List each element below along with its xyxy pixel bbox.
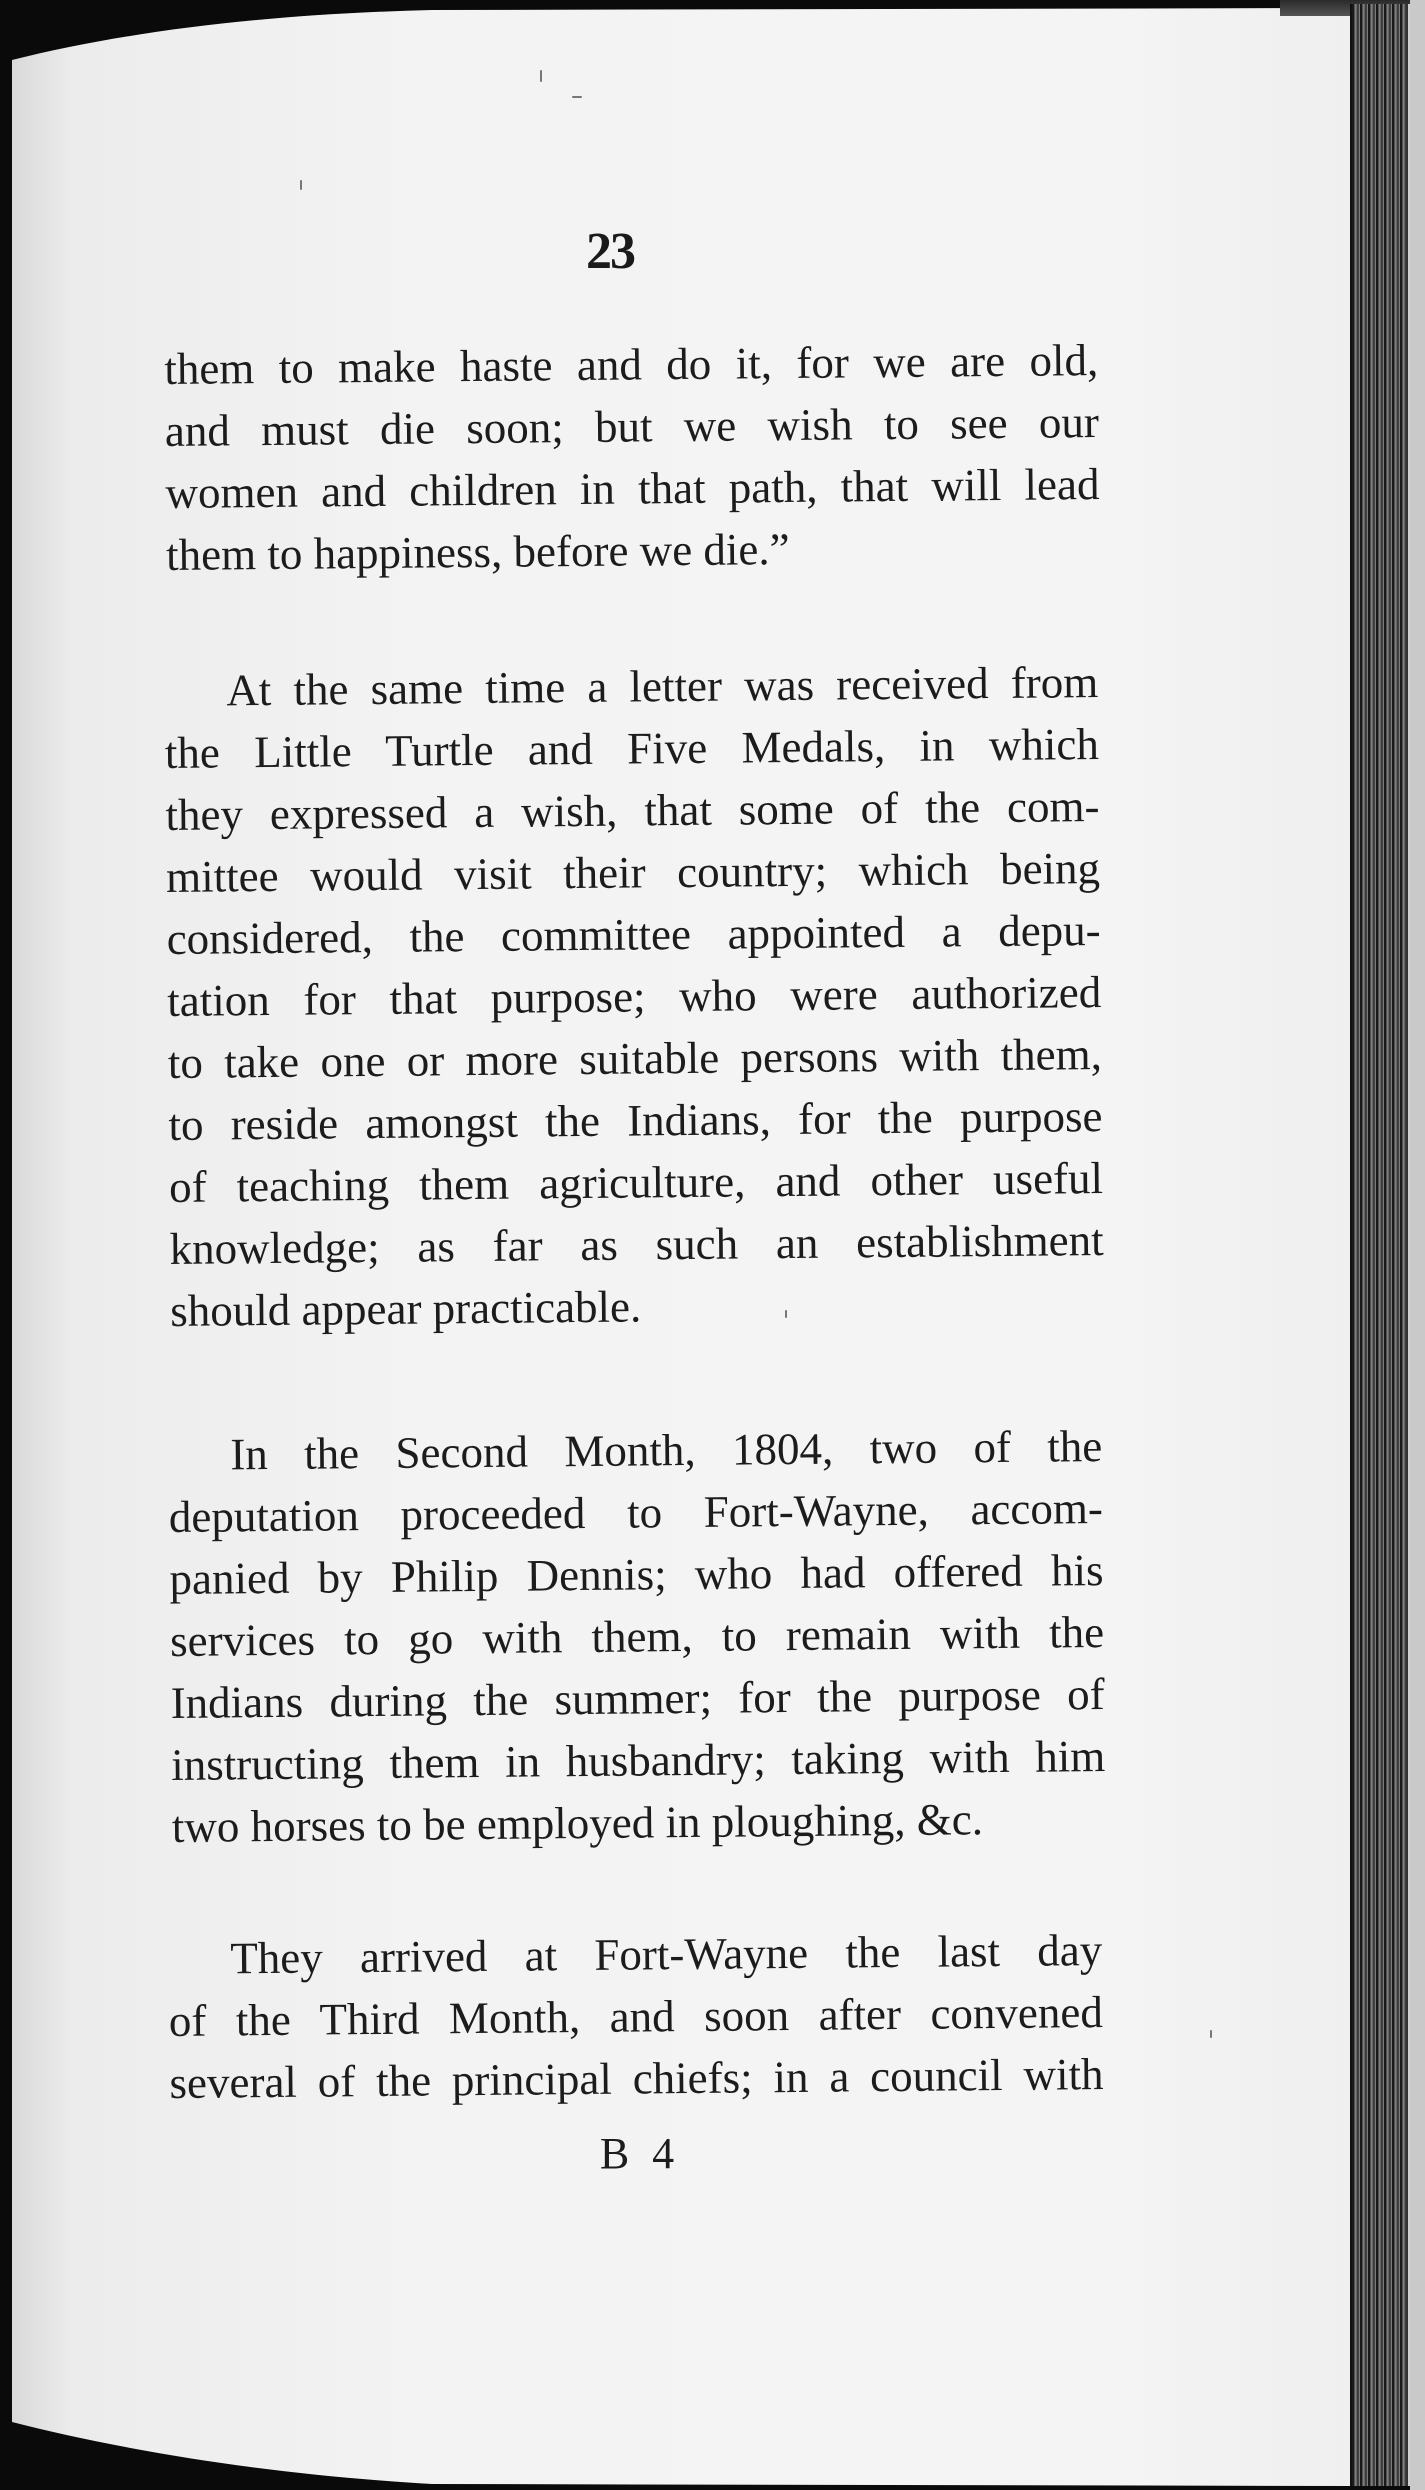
paragraph-1 [164, 329, 1100, 586]
text-line: them to make haste and do it, for we are old, [164, 335, 1099, 394]
text-line: Indians during the summer; for the purpose of [170, 1669, 1105, 1728]
paper-speck [1210, 2030, 1212, 2038]
page-edges [1350, 4, 1412, 2486]
text-line: They arrived at Fort-Wayne the last day [230, 1925, 1103, 1984]
text-line: considered, the committee appointed a depu- [166, 905, 1101, 964]
text-line: the Little Turtle and Five Medals, in which [164, 719, 1100, 778]
text-line: should appear practicable. [170, 1281, 642, 1336]
paper-speck [540, 70, 542, 82]
text-line: panied by Philip Dennis; who had offered his [169, 1545, 1104, 1604]
text-line: of teaching them agriculture, and other useful [168, 1153, 1104, 1212]
text-line: In the Second Month, 1804, two of the [230, 1421, 1103, 1480]
text-line: instructing them in husbandry; taking with him [171, 1731, 1106, 1790]
text-line: mittee would visit their country; which being [165, 843, 1101, 902]
text-line: to take one or more suitable persons with them, [167, 1029, 1103, 1088]
paper-speck [300, 180, 302, 190]
text-line: two horses to be employed in ploughing, &c. [171, 1794, 984, 1852]
text-line: services to go with them, to remain with the [169, 1607, 1105, 1666]
text-line: and must die soon; but we wish to see our [164, 397, 1100, 456]
text-line: to reside amongst the Indians, for the purpose [168, 1091, 1103, 1150]
text-line: them to happiness, before we die.” [165, 524, 790, 580]
backdrop [1410, 0, 1425, 2490]
paper-speck [572, 96, 582, 98]
text-line: At the same time a letter was received from [226, 657, 1099, 716]
text-line: tation for that purpose; who were authorized [167, 967, 1102, 1026]
paragraph-2 [164, 651, 1105, 1342]
signature-mark: B 4 [599, 2129, 681, 2178]
text-line: of the Third Month, and soon after convened [168, 1987, 1104, 2046]
text-line: they expressed a wish, that some of the com- [165, 781, 1100, 840]
paper-speck [785, 1310, 787, 1318]
text-line: several of the principal chiefs; in a council with [169, 2049, 1104, 2108]
page-number: 23 [586, 223, 634, 280]
text-line: deputation proceeded to Fort-Wayne, accom- [168, 1483, 1104, 1542]
text-line: women and children in that path, that will lead [165, 459, 1100, 518]
paragraph-3 [168, 1415, 1106, 1858]
text-line: knowledge; as far as such an establishment [169, 1215, 1104, 1274]
paragraph-4 [168, 1919, 1104, 2114]
